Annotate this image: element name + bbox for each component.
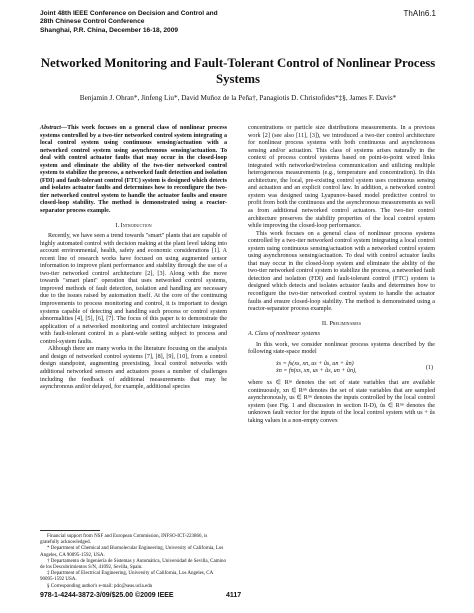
footnote-affiliation-ucla-ee: ‡ Department of Electrical Engineering, University of California, Los Angeles, CA 90095-1592 USA. [40,571,213,583]
intro-paragraph-2: Although there are many works in the literature focusing on the analysis and design of networked control systems [7], [8], [9], [10], from a control design standpoint, augmenting preexisting, local control networks with additional networked sensors and actuators poses a number of challenges including the feedback of additional measurements that may be asynchronous and/or delayed, for example, additional species [40,346,227,391]
session-id: ThAIn6.1 [403,9,436,18]
conference-line-3: Shanghai, P.R. China, December 16-18, 2009 [40,26,179,34]
equation-line-2: ẋn = fn(xs, xn, us + ũs, un + ũn), [276,368,357,375]
footnote-rule [40,530,100,531]
footnote-funding: Financial support from NSF and European Commission, INFSO-ICT-223866, is gratefully acknowledged. [40,534,208,546]
equation-line-1: ẋs = fs(xs, xn, us + ũs, un + ũn) [276,360,354,367]
right-paragraph-4: where xs ∈ Rⁿˢ denotes the set of state variables that are available continuously, xn ∈ Rⁿⁿ denotes the set of state variables that are sampled asynchronously, us ∈ Rᵐˢ denotes the inputs controlled by the local control system (see Fig. 1 and discussion in section II-D), ũs ∈ Rᵐˢ denotes the unknown fault vector for the inputs of the local control system with us + ũs taking values in a non-empty convex [248,379,435,424]
conference-line-2: 28th Chinese Control Conference [40,18,145,26]
right-paragraph-2: This work focuses on a general class of nonlinear process systems controlled by a two-tier networked control system integrating a local control system using continuous sensing/actuation with a networked control system using asynchronous sensing/actuation. To deal with control actuator faults that may occur in the closed-loop system and eliminate the ability of the two-tier networked control system to stabilize the process, a networked fault detection and isolation (FDI) and fault-tolerant control (FTC) system is designed which detects and isolates actuator faults and determines how to reconfigure the two-tier networked control system to handle the actuator faults and ensure closed-loop stability. The method is demonstrated using a reactor-separator process example. [248,230,435,313]
right-paragraph-1: concentrations or particle size distributions measurements. In a previous work [2] (see also [11], [3]), we introduced a two-tier control architecture for nonlinear process systems with both continuous and asynchronous sensing and/or actuation. This class of systems arises naturally in the context of process control systems based on point-to-point wired links integrated with networked/wireless communication and utilizing multiple heterogeneous measurements (e.g., temperature and concentration). In this architecture, the local, pre-existing control system uses continuous sensing and actuation and an explicit control law. In addition, a networked control system was designed using Lyapunov-based model predictive control to profit from both the continuous and the asynchronous measurements as well as from additional networked control actuators. The two-tier control architecture preserves the stability properties of the local control system while improving the closed-loop performance. [248,125,435,230]
paper-title: Networked Monitoring and Fault-Tolerant Control of Nonlinear Process Systems [40,56,436,86]
author-list: Benjamin J. Ohran*, Jinfeng Liu*, David Muñoz de la Peña†, Panagiotis D. Christofides*‡§, James F. Davis* [79,94,397,102]
footer-page-number: 4117 [226,592,242,599]
footer-isbn: 978-1-4244-3872-3/09/$25.00 ©2009 IEEE [40,592,174,599]
conference-line-1: Joint 48th IEEE Conference on Decision and Control and [40,10,218,17]
footnotes [40,530,227,590]
subsection-heading-class-of-systems: A. Class of nonlinear systems [248,331,320,338]
equation-1 [276,361,435,376]
right-paragraph-3: In this work, we consider nonlinear process systems described by the following state-space model [248,341,435,356]
footnote-affiliation-ucla-chem: * Department of Chemical and Biomolecular Engineering, University of California, Los Angeles, CA 90095-1592, USA. [40,546,224,558]
footnote-affiliation-sevilla: † Departamento de Ingeniería de Sistemas y Automática, Universidad de Sevilla, Camino de los Descubrimientos S/N, 41092, Sevilla, Spain. [40,558,226,571]
section-heading-preliminaries: II. Preliminaries [321,319,362,327]
section-heading-introduction: I. Introduction [115,221,152,229]
conference-header [40,10,218,35]
equation-number: (1) [425,364,433,371]
abstract-text: This work focuses on a general class of nonlinear process systems controlled by a two-tier networked control system integrating a local control system using continuous sensing/actuation with a networked control system using asynchronous sensing/actuation. To deal with control actuator faults that may occur in the closed-loop system and eliminate the ability of the two-tier networked control system to stabilize the process, a networked fault detection and isolation (FDI) and fault-tolerant control (FTC) system is designed which detects and isolates actuator faults and determines how to reconfigure the two-tier networked control system to handle the actuator faults and ensure closed-loop stability. The method is demonstrated using a reactor-separator process example. [40,125,227,215]
left-column [40,125,227,392]
intro-paragraph-1: Recently, we have seen a trend towards "smart" plants that are capable of highly automated control with decision making at the plant level taking into account environmental, health, safety and economic considerations [1]. A recent line of research works have focused on using augmented sensor information to improve plant performance and stability through the use of a two-tier networked control architecture [2], [3]. Along with the move towards "smart plant" operation that uses networked control systems, improved methods of fault detection, isolation and handling are necessary due to the issues raised by automation itself. At the core of the continuing improvements to process monitoring and control, it is important to design systems capable of detecting and handling such process or control system abnormalities [4], [5], [6], [7]. The focus of this paper is to demonstrate the application of a networked monitoring and control architecture integrated with fault-tolerant control in a plant-wide setting subject to process and control-system faults. [40,233,227,345]
footnote-corresponding-author: § Corresponding author's e-mail: pdc@seas.ucla.edu [47,583,153,589]
right-column [248,125,435,425]
abstract [40,125,227,216]
abstract-lead: Abstract— [40,125,68,131]
equation-body [276,361,357,376]
